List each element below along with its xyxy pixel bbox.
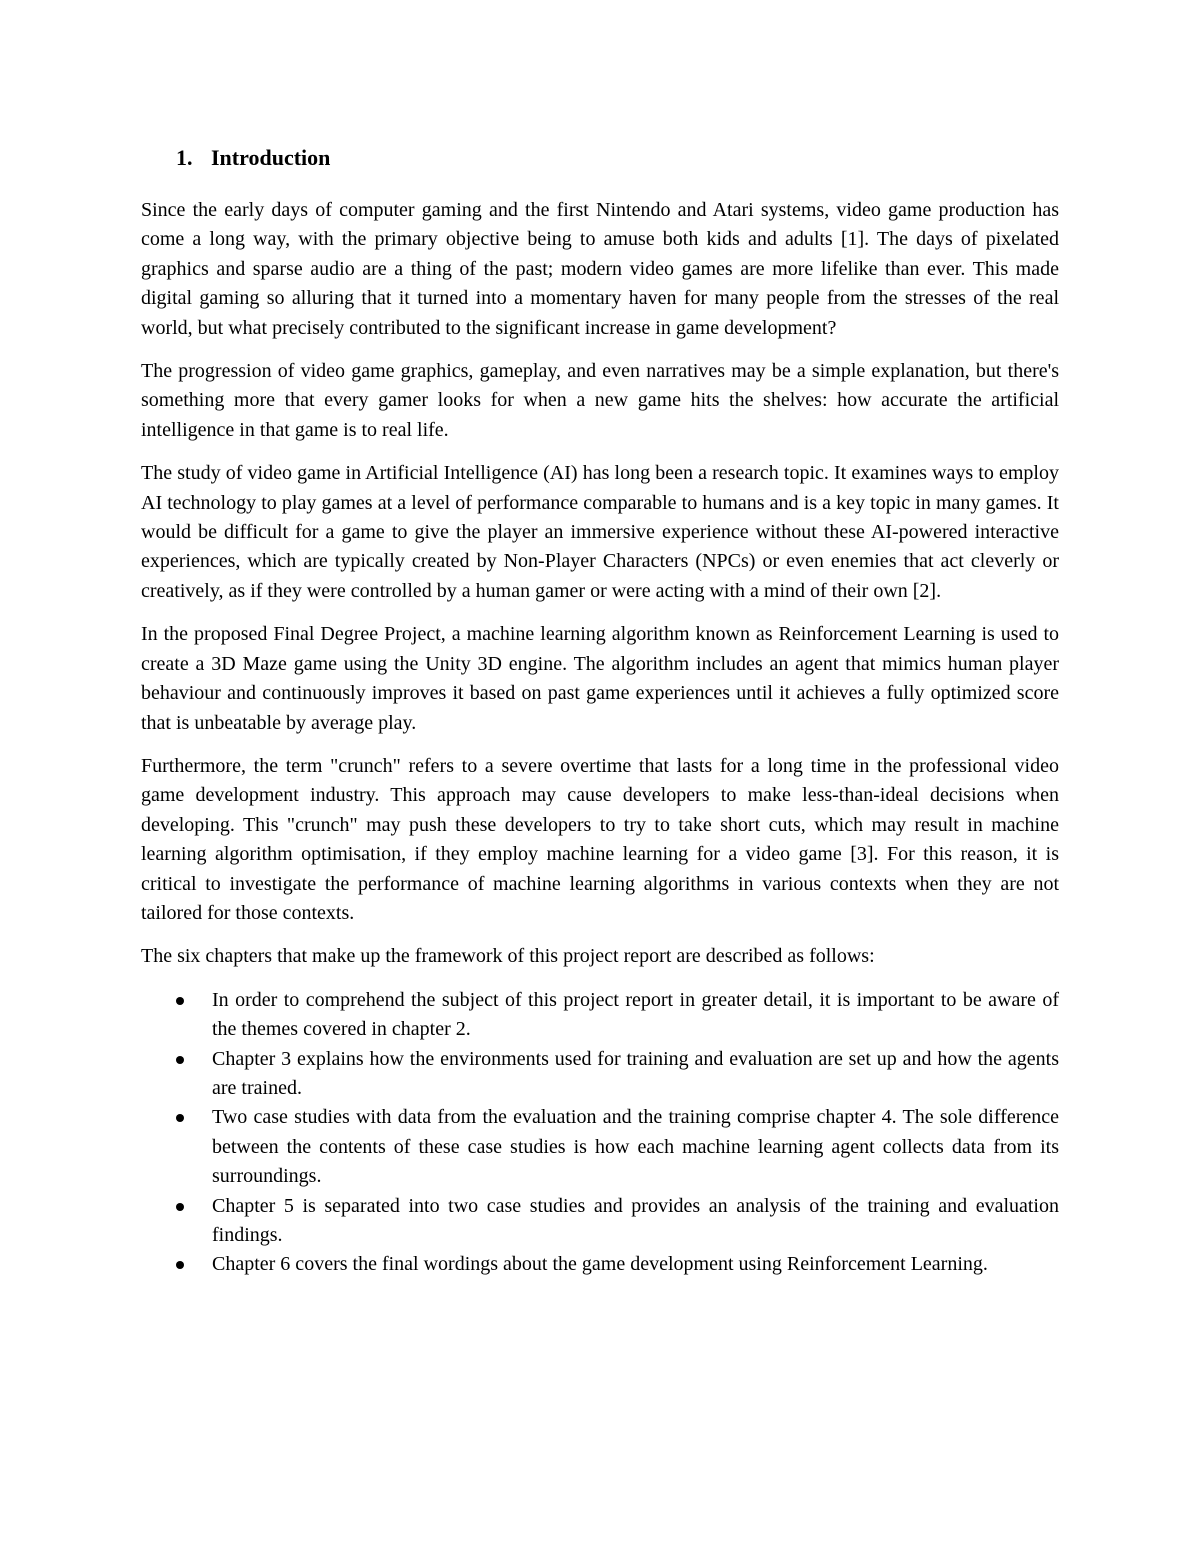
chapter-list — [141, 986, 1059, 1280]
bullet-icon — [176, 1203, 184, 1211]
list-item-text: Two case studies with data from the evaluation and the training comprise chapter 4. The sole difference between the contents of these case studies is how each machine learning agent collects data from its surroundings. — [212, 1106, 1059, 1188]
paragraph-proposed-project: In the proposed Final Degree Project, a machine learning algorithm known as Reinforcement Learning is used to create a 3D Maze game using the Unity 3D engine. The algorithm includes an agent that mimics human player behaviour and continuously improves it based on past game experiences until it achieves a fully optimized score that is unbeatable by average play. — [141, 623, 1059, 734]
bullet-icon — [176, 1261, 184, 1269]
paragraph-progression: The progression of video game graphics, gameplay, and even narratives may be a simple explanation, but there's something more that every gamer looks for when a new game hits the shelves: how accurate the artificial intelligence in that game is to real life. — [141, 360, 1059, 441]
bullet-icon — [176, 1114, 184, 1122]
bullet-icon — [176, 1056, 184, 1064]
list-item-text: Chapter 3 explains how the environments used for training and evaluation are set up and how the agents are trained. — [212, 1047, 1059, 1099]
paragraph-crunch: Furthermore, the term "crunch" refers to a severe overtime that lasts for a long time in the professional video game development industry. This approach may cause developers to make less-than-ideal decisions when developing. This "crunch" may push these developers to try to take short cuts, which may result in machine learning algorithm optimisation, if they employ machine learning for a video game [3]. For this reason, it is critical to investigate the performance of machine learning algorithms in various contexts when they are not tailored for those contexts. — [141, 754, 1059, 924]
document-page — [141, 138, 1059, 1280]
section-heading — [176, 138, 1059, 178]
section-title: Introduction — [211, 145, 331, 170]
list-item — [141, 1192, 1059, 1251]
paragraph-ai-study: The study of video game in Artificial Intelligence (AI) has long been a research topic. It examines ways to employ AI technology to play games at a level of performance comparable to humans and is a key topic in many games. It would be difficult for a game to give the player an immersive experience without these AI-powered interactive experiences, which are typically created by Non-Player Characters (NPCs) or even enemies that act cleverly or creatively, as if they were controlled by a human gamer or were acting with a mind of their own [2]. — [141, 462, 1059, 602]
list-item — [141, 986, 1059, 1045]
paragraph-chapters-overview: The six chapters that make up the framework of this project report are described as follows: — [141, 945, 875, 968]
list-item — [141, 1250, 1059, 1279]
list-item — [141, 1103, 1059, 1191]
bullet-icon — [176, 997, 184, 1005]
paragraph-intro: Since the early days of computer gaming and the first Nintendo and Atari systems, video game production has come a long way, with the primary objective being to amuse both kids and adults [1]. The days of pixelated graphics and sparse audio are a thing of the past; modern video games are more lifelike than ever. This made digital gaming so alluring that it turned into a momentary haven for many people from the stresses of the real world, but what precisely contributed to the significant increase in game development? — [141, 199, 1059, 339]
list-item-text: Chapter 6 covers the final wordings about the game development using Reinforcement Learning. — [212, 1253, 988, 1276]
list-item — [141, 1045, 1059, 1104]
section-number: 1. — [176, 145, 193, 170]
list-item-text: Chapter 5 is separated into two case studies and provides an analysis of the training and evaluation findings. — [212, 1194, 1059, 1246]
list-item-text: In order to comprehend the subject of this project report in greater detail, it is important to be aware of the themes covered in chapter 2. — [212, 988, 1059, 1041]
